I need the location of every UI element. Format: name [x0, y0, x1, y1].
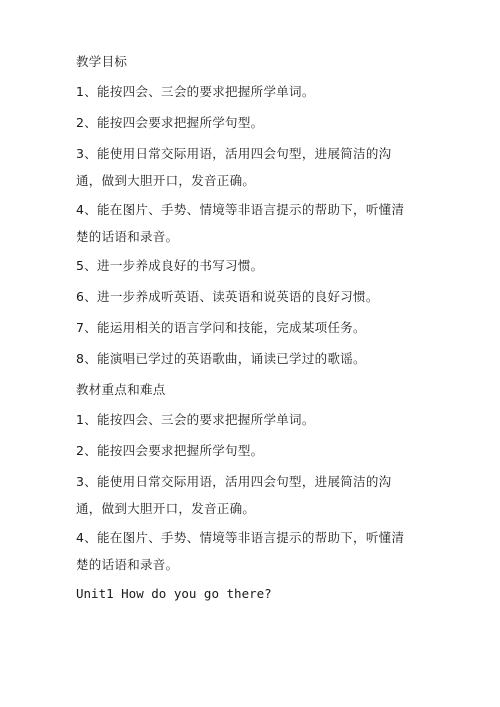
- objective-item-1: 1、能按四会、三会的要求把握所学单词。: [76, 84, 315, 99]
- section-heading-objectives: 教学目标: [76, 54, 128, 69]
- objective-item-5: 5、进一步养成良好的书写习惯。: [76, 258, 264, 273]
- key-point-item-4: 4、能在图片、手势、情境等非语言提示的帮助下，听懂清楚的话语和录音。: [76, 530, 405, 572]
- section-heading-key-points: 教材重点和难点: [76, 382, 166, 397]
- objective-item-2: 2、能按四会要求把握所学句型。: [76, 115, 264, 130]
- unit-title: Unit1 How do you go there?: [76, 586, 272, 601]
- objective-item-6: 6、进一步养成听英语、读英语和说英语的良好习惯。: [76, 289, 379, 304]
- objective-item-3: 3、能使用日常交际用语，活用四会句型，进展简洁的沟通，做到大胆开口，发音正确。: [76, 146, 392, 188]
- objective-item-4: 4、能在图片、手势、情境等非语言提示的帮助下，听懂清楚的话语和录音。: [76, 202, 405, 244]
- key-point-item-3: 3、能使用日常交际用语，活用四会句型，进展简洁的沟通，做到大胆开口，发音正确。: [76, 474, 392, 516]
- objective-item-7: 7、能运用相关的语言学问和技能，完成某项任务。: [76, 320, 366, 335]
- key-point-item-2: 2、能按四会要求把握所学句型。: [76, 443, 264, 458]
- document-content: [76, 53, 416, 603]
- objective-item-8: 8、能演唱已学过的英语歌曲，诵读已学过的歌谣。: [76, 351, 366, 366]
- key-point-item-1: 1、能按四会、三会的要求把握所学单词。: [76, 412, 315, 427]
